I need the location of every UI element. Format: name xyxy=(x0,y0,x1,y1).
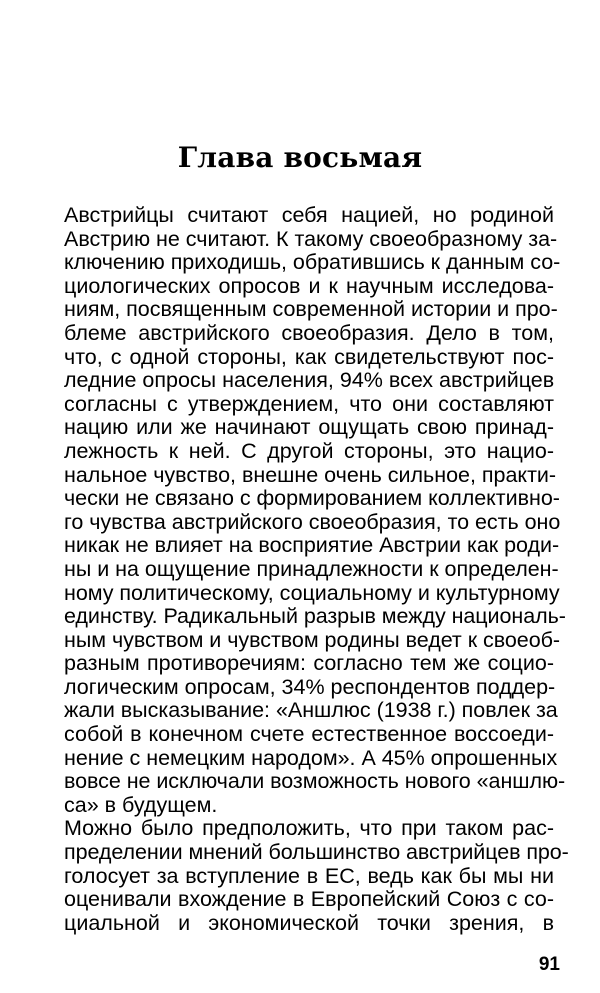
text-line: единству. Радикальный разрыв между националь- xyxy=(64,604,566,629)
text-line: нальное чувство, внешне очень сильное, практи- xyxy=(64,462,557,487)
text-line: что, с одной стороны, как свидетельствуют пос- xyxy=(64,344,554,369)
paragraph xyxy=(64,816,569,935)
text-line: нение с немецким народом». А 45% опрошенных xyxy=(64,745,558,770)
text-line: ным чувством и чувством родины ведет к своеоб- xyxy=(64,627,561,652)
text-line: блеме австрийского своеобразия. Дело в том, xyxy=(64,320,554,345)
text-line: циальной и экономической точки зрения, в xyxy=(64,910,554,935)
text-line: согласны с утверждением, что они составляют xyxy=(64,391,554,416)
text-line: жали высказывание: «Аншлюс (1938 г.) повлек за xyxy=(64,698,558,723)
text-line: голосует за вступление в ЕС, ведь как бы мы ни xyxy=(64,863,554,888)
text-line: ключению приходишь, обратившись к данным со- xyxy=(64,250,561,275)
text-line: разным противоречиям: согласно тем же социо- xyxy=(64,651,554,676)
text-line: ледние опросы населения, 94% всех австрийцев xyxy=(64,368,555,393)
chapter-title: Глава восьмая xyxy=(177,141,423,174)
text-line: вовсе не исключали возможность нового «аншлю- xyxy=(64,769,566,794)
body-text xyxy=(64,203,569,935)
text-line: логическим опросам, 34% респондентов поддер- xyxy=(64,674,556,699)
text-line: са» в будущем. xyxy=(64,792,218,817)
text-line: лежность к ней. С другой стороны, это нацио- xyxy=(64,438,554,463)
text-line: Австрийцы считают себя нацией, но родиной xyxy=(64,203,554,227)
text-line: чески не связано с формированием коллективно- xyxy=(64,486,560,511)
text-line: го чувства австрийского своеобразия, то есть оно xyxy=(64,509,561,534)
text-line: Можно было предположить, что при таком рас- xyxy=(64,816,554,841)
text-line: ны и на ощущение принадлежности к определен- xyxy=(64,556,559,581)
text-line: оценивали вхождение в Европейский Союз с со- xyxy=(64,887,554,912)
paragraph xyxy=(64,203,566,817)
text-line: циологических опросов и к научным исследова- xyxy=(64,273,554,298)
text-line: Австрию не считают. К такому своеобразному за- xyxy=(64,226,558,251)
text-line: собой в конечном счете естественное воссоеди- xyxy=(64,722,554,747)
text-line: ному политическому, социальному и культурному xyxy=(64,580,560,605)
text-line: пределении мнений большинство австрийцев про- xyxy=(64,840,569,865)
text-line: нацию или же начинают ощущать свою принад- xyxy=(64,415,554,440)
text-line: никак не влияет на восприятие Австрии как роди- xyxy=(64,533,560,558)
text-line: ниям, посвященным современной истории и про- xyxy=(64,297,558,322)
page-number: 91 xyxy=(538,954,560,975)
